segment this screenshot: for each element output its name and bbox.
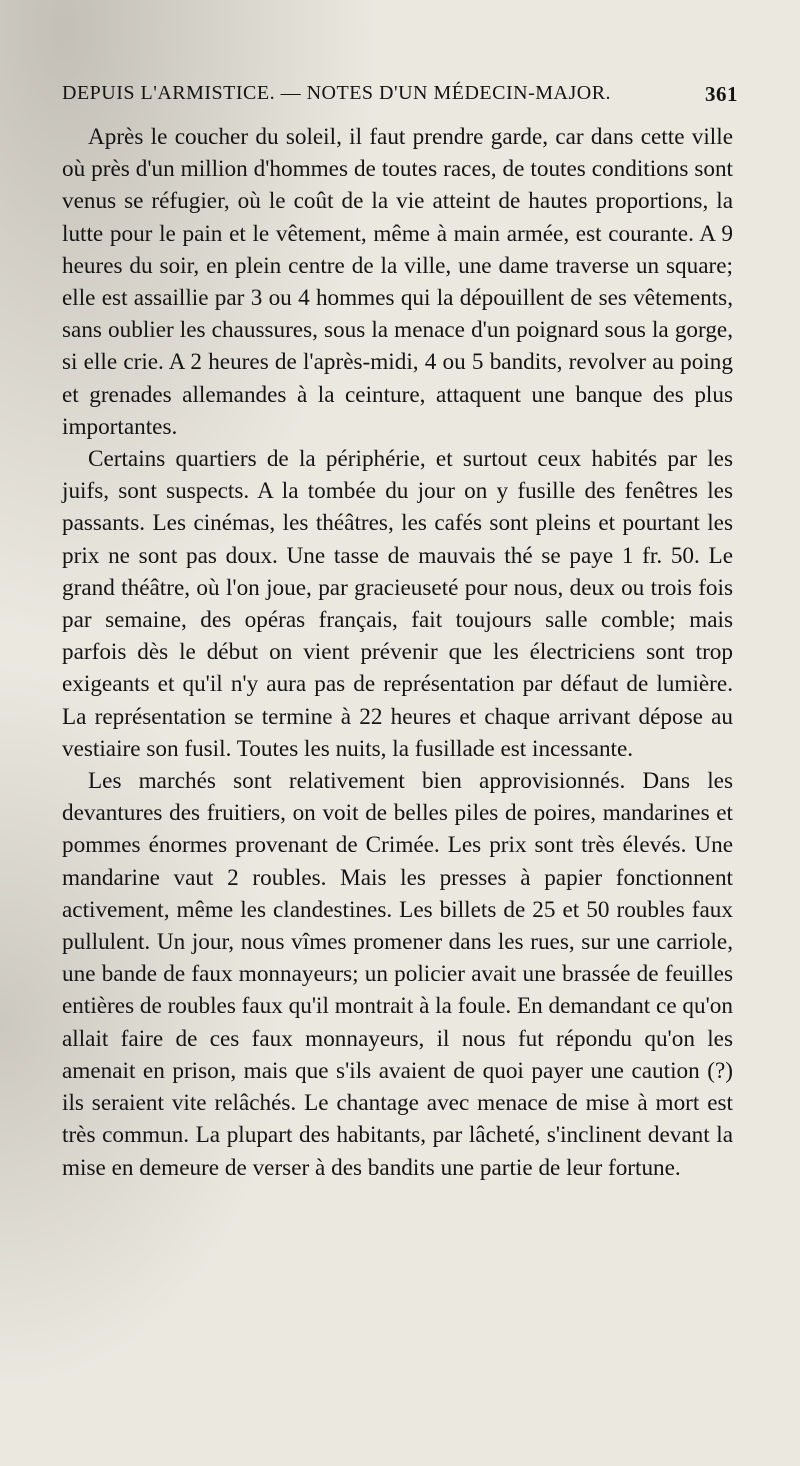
paragraph-1: Après le coucher du soleil, il faut prendre garde, car dans cette ville où près d'un million d'hommes de toutes races, de toutes conditions sont venus se réfugier, où le coût de la vie atteint de hautes proportions, la lutte pour le pain et le vêtement, même à main armée, est courante. A 9 heures du soir, en plein centre de la ville, une dame traverse un square; elle est assaillie par 3 ou 4 hommes qui la dépouillent de ses vêtements, sans oublier les chaussures, sous la menace d'un poignard sous la gorge, si elle crie. A 2 heures de l'après-midi, 4 ou 5 bandits, revolver au poing et grenades allemandes à la ceinture, attaquent une banque des plus importantes.: [62, 124, 733, 440]
paragraph-3: Les marchés sont relativement bien approvisionnés. Dans les devantures des fruitiers, on voit de belles piles de poires, mandarines et pommes énormes provenant de Crimée. Les prix sont très élevés. Une mandarine vaut 2 roubles. Mais les presses à papier fonctionnent activement, même les clandestines. Les billets de 25 et 50 roubles faux pullulent. Un jour, nous vîmes promener dans les rues, sur une carriole, une bande de faux monnayeurs; un policier avait une brassée de feuilles entières de roubles faux qu'il montrait à la foule. En demandant ce qu'on allait faire de ces faux monnayeurs, il nous fut répondu qu'on les amenait en prison, mais que s'ils avaient de quoi payer une caution (?) ils seraient vite relâchés. Le chantage avec menace de mise à mort est très commun. La plupart des habitants, par lâcheté, s'inclinent devant la mise en demeure de verser à des bandits une partie de leur fortune.: [62, 768, 733, 1181]
paragraph-2: Certains quartiers de la périphérie, et surtout ceux habités par les juifs, sont suspects. A la tombée du jour on y fusille des fenêtres les passants. Les cinémas, les théâtres, les cafés sont pleins et pourtant les prix ne sont pas doux. Une tasse de mauvais thé se paye 1 fr. 50. Le grand théâtre, où l'on joue, par gracieuseté pour nous, deux ou trois fois par semaine, des opéras français, fait toujours salle comble; mais parfois dès le début on vient prévenir que les électriciens sont trop exigeants et qu'il n'y aura pas de représentation par défaut de lumière. La représentation se termine à 22 heures et chaque arrivant dépose au vestiaire son fusil. Toutes les nuits, la fusillade est incessante.: [62, 446, 733, 762]
running-header: [62, 82, 738, 116]
page-number: 361: [705, 82, 738, 106]
body-text: [62, 121, 733, 1184]
running-title: DEPUIS L'ARMISTICE. — NOTES D'UN MÉDECIN-MAJOR.: [62, 82, 612, 104]
